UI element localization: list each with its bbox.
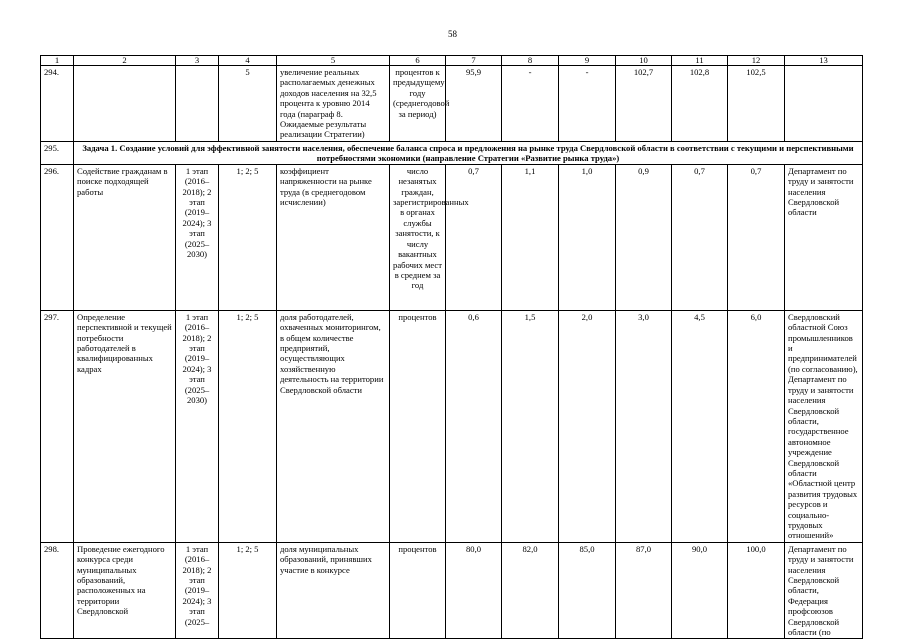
activity-name: Проведение ежегодного конкурса среди муниципальных образований, расположенных на территории Свердловской <box>74 542 176 639</box>
value-cell: 2,0 <box>559 310 616 542</box>
value-cell: 4,5 <box>672 310 728 542</box>
value-cell: 95,9 <box>446 66 502 142</box>
value-cell: - <box>559 66 616 142</box>
links: 1; 2; 5 <box>219 164 277 310</box>
indicator: доля муниципальных образований, принявших участие в конкурсе <box>277 542 390 639</box>
unit: число незанятых граждан, зарегистрированных в органах службы занятости, к числу вакантных рабочих мест в среднем за год <box>390 164 446 310</box>
value-cell: 0,9 <box>616 164 672 310</box>
stages: 1 этап (2016–2018); 2 этап (2019–2024); 3 этап (2025–2030) <box>176 310 219 542</box>
indicator: увеличение реальных располагаемых денежных доходов населения на 32,5 процента к уровню 2014 года (параграф 8. Ожидаемые результаты реализации Стратегии) <box>277 66 390 142</box>
table-row <box>41 164 863 310</box>
value-cell: 6,0 <box>728 310 785 542</box>
row-number: 296. <box>41 164 74 310</box>
table-row <box>41 310 863 542</box>
column-number: 5 <box>277 56 390 66</box>
strategy-plan-table <box>40 55 863 639</box>
activity-name <box>74 66 176 142</box>
unit: процентов к предыдущему году (среднегодовой за период) <box>390 66 446 142</box>
value-cell: 82,0 <box>502 542 559 639</box>
column-number: 12 <box>728 56 785 66</box>
column-number: 3 <box>176 56 219 66</box>
value-cell: 0,7 <box>672 164 728 310</box>
column-number-row <box>41 56 863 66</box>
column-number: 4 <box>219 56 277 66</box>
value-cell: 100,0 <box>728 542 785 639</box>
value-cell: 80,0 <box>446 542 502 639</box>
column-number: 6 <box>390 56 446 66</box>
links: 1; 2; 5 <box>219 542 277 639</box>
value-cell: 85,0 <box>559 542 616 639</box>
indicator: коэффициент напряженности на рынке труда (в среднегодовом исчислении) <box>277 164 390 310</box>
page-number: 58 <box>448 29 457 39</box>
row-number: 294. <box>41 66 74 142</box>
column-number: 9 <box>559 56 616 66</box>
value-cell: 1,1 <box>502 164 559 310</box>
value-cell: 102,5 <box>728 66 785 142</box>
table-row <box>41 66 863 142</box>
column-number: 11 <box>672 56 728 66</box>
links: 5 <box>219 66 277 142</box>
links: 1; 2; 5 <box>219 310 277 542</box>
value-cell: 0,7 <box>446 164 502 310</box>
value-cell: 1,5 <box>502 310 559 542</box>
column-number: 7 <box>446 56 502 66</box>
table-row <box>41 542 863 639</box>
value-cell: 0,7 <box>728 164 785 310</box>
value-cell: 87,0 <box>616 542 672 639</box>
responsible <box>785 66 863 142</box>
unit: процентов <box>390 542 446 639</box>
column-number: 13 <box>785 56 863 66</box>
stages <box>176 66 219 142</box>
task-row <box>41 141 863 164</box>
row-number: 298. <box>41 542 74 639</box>
responsible: Департамент по труду и занятости населения Свердловской области, Федерация профсоюзов Свердловской области (по <box>785 542 863 639</box>
stages: 1 этап (2016–2018); 2 этап (2019–2024); 3 этап (2025– <box>176 542 219 639</box>
stages: 1 этап (2016–2018); 2 этап (2019–2024); 3 этап (2025–2030) <box>176 164 219 310</box>
column-number: 2 <box>74 56 176 66</box>
value-cell: 0,6 <box>446 310 502 542</box>
value-cell: - <box>502 66 559 142</box>
value-cell: 3,0 <box>616 310 672 542</box>
task-heading: Задача 1. Создание условий для эффективной занятости населения, обеспечение баланса спроса и предложения на рынке труда Свердловской области в соответствии с текущими и перспективными потребностями экономики (направление Стратегии «Развитие рынка труда») <box>74 141 863 164</box>
activity-name: Определение перспективной и текущей потребности работодателей в квалифицированных кадрах <box>74 310 176 542</box>
responsible: Свердловский областной Союз промышленников и предпринимателей (по согласованию), Департамент по труду и занятости населения Свердловской области, государственное автономное учреждение Свердловской области «Областной центр развития трудовых ресурсов и социально-трудовых отношений» <box>785 310 863 542</box>
activity-name: Содействие гражданам в поиске подходящей работы <box>74 164 176 310</box>
value-cell: 1,0 <box>559 164 616 310</box>
row-number: 297. <box>41 310 74 542</box>
value-cell: 90,0 <box>672 542 728 639</box>
indicator: доля работодателей, охваченных мониторингом, в общем количестве предприятий, осуществляющих хозяйственную деятельность на территории Свердловской области <box>277 310 390 542</box>
column-number: 8 <box>502 56 559 66</box>
column-number: 1 <box>41 56 74 66</box>
value-cell: 102,7 <box>616 66 672 142</box>
row-number: 295. <box>41 141 74 164</box>
responsible: Департамент по труду и занятости населения Свердловской области <box>785 164 863 310</box>
column-number: 10 <box>616 56 672 66</box>
unit: процентов <box>390 310 446 542</box>
value-cell: 102,8 <box>672 66 728 142</box>
